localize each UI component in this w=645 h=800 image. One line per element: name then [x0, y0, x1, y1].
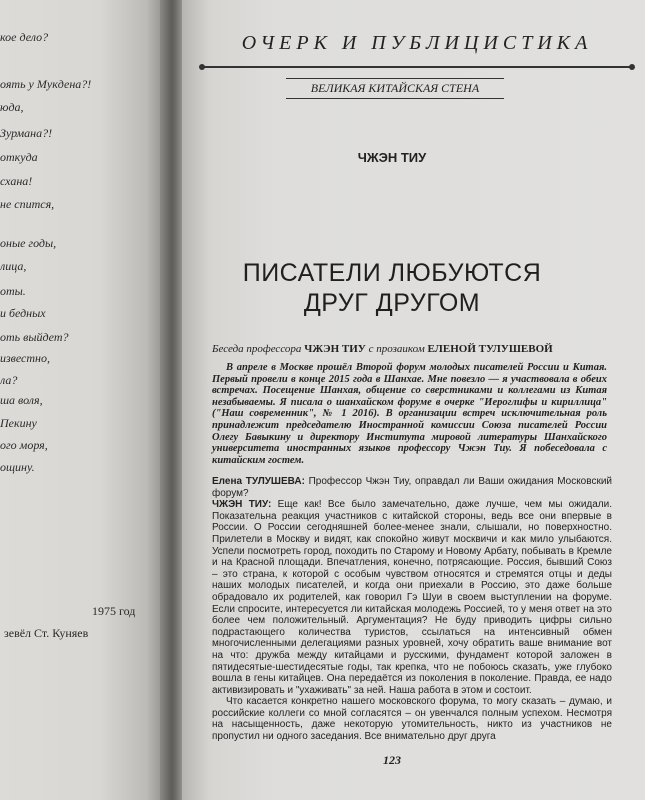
poem-line: Зурмана?!	[0, 126, 53, 140]
poem-line: ша воля,	[0, 393, 43, 407]
poem-line: откуда	[0, 150, 38, 164]
poem-line: ого моря,	[0, 438, 48, 452]
lede-prefix: Беседа профессора	[212, 343, 302, 355]
speaker-zheng-tiu: ЧЖЭН ТИУ:	[212, 499, 272, 511]
lede-interviewee: ЧЖЭН ТИУ	[304, 343, 366, 355]
poem-line: ла?	[0, 373, 18, 387]
section-title: ОЧЕРК И ПУБЛИЦИСТИКА	[241, 32, 593, 54]
poem-line: юда,	[0, 100, 24, 114]
poem-line: и бедных	[0, 306, 46, 320]
poem-date: 1975 год	[92, 604, 136, 618]
subsection-title: ВЕЛИКАЯ КИТАЙСКАЯ СТЕНА	[286, 78, 504, 99]
answer-1-continued: Что касается конкретно нашего московского форума, то могу сказать – думаю, и российские коллеги со мной согласятся – он увенчался полным успехом. Несмотря на насыщенность, даже некоторую утомительность, никто из участников не пропустил ни одного заседания. Все внимательно друг друга	[212, 696, 612, 743]
article-lede	[212, 343, 607, 355]
poem-line: лица,	[0, 259, 27, 273]
article-title	[182, 258, 602, 318]
answer-1-text: Еще как! Все было замечательно, даже лучше, чем мы ожидали. Показательна реакция участников с китайской стороны, ведь все они впервые в России. О России сегодняшней более-менее знали, слышали, но поверхностно. Прилетели в Москву и видят, как спокойно живут москвичи и как мило улыбаются. Успели посмотреть город, походить по Старому и Новому Арбату, побывать в Кремле и на Красной площади. Впечатления, конечно, потрясающие. Россия, бывший Союз – это страна, к которой с особым чувством относятся и стремятся отцы и деды наших молодых писателей, и когда они приехали в Россию, это даже больше обрадовало их родителей, как говорил Гэ Шуи в своем выступлении на форуме. Если спросите, интересуется ли китайская молодежь Россией, то у меня ответ на это более чем положительный. Аргументация? Не буду приводить цифры сильно подрастающего количества туристов, ссылаться на интенсивный обмен многочисленными делегациями разных уровней, хочу обратить ваше внимание вот на что: дружба между китайцами и русскими, фундамент которой заложен в пятидесятые-шестидесятые годы, так крепка, что не побоюсь сказать, уже глубоко вошла в гены китайцев. Она передаётся из поколения в поколение. Правда, ее надо активизировать и "ухаживать" за ней. Наша работа в этом и состоит.	[212, 499, 612, 696]
interview-body	[212, 476, 612, 743]
poem-line: Пекину	[0, 416, 37, 430]
poem-line: известно,	[0, 351, 51, 365]
poem-line: оты.	[0, 284, 26, 298]
header-rule	[202, 66, 632, 68]
article-title-line-1: ПИСАТЕЛИ ЛЮБУЮТСЯ	[242, 259, 542, 287]
speaker-tulusheva: Елена ТУЛУШЕВА:	[212, 476, 305, 487]
article-title-line-2: ДРУГ ДРУГОМ	[303, 289, 481, 317]
page-number: 123	[383, 753, 401, 767]
poem-line: ощину.	[0, 460, 35, 474]
lede-interviewer: ЕЛЕНОЙ ТУЛУШЕВОЙ	[427, 343, 553, 355]
author-name: ЧЖЭН ТИУ	[357, 150, 427, 165]
poem-line: не спится,	[0, 197, 55, 211]
poem-line: схана!	[0, 174, 33, 188]
lede-middle: с прозаиком	[368, 343, 425, 355]
answer-1	[212, 499, 612, 696]
poem-line: кое дело?	[0, 30, 49, 44]
intro-paragraph: В апреле в Москве прошёл Второй форум молодых писателей России и Китая. Первый провели в конце 2015 года в Шанхае. Мне повезло — я участвовала в обеих встречах. Посещение Шанхая, общение со сверстниками и коллегами из Китая незабываемы. Я писала о шанхайском форуме в очерке "Иероглифы и кириллица" ("Наш современник", № 1 2016). В организации встреч исключительная роль принадлежит председателю Иностранной комиссии Союза писателей России Олегу Бавыкину и директору Института мировой литературы Шанхайского университета иностранных языков профессору Чжэн Тиу. Я побеседовала с китайским гостем.	[212, 362, 607, 466]
poem-line: оть выйдет?	[0, 330, 69, 344]
poem-line: оные годы,	[0, 236, 57, 250]
question-1-text: Профессор Чжэн Тиу, оправдал ли Ваши ожидания Московский форум?	[212, 476, 612, 499]
question-1	[212, 476, 612, 499]
left-page	[0, 0, 166, 800]
poem-translator: зевёл Ст. Куняев	[4, 626, 89, 640]
poem-line: оять у Мукдена?!	[0, 77, 92, 91]
right-page	[182, 0, 645, 800]
